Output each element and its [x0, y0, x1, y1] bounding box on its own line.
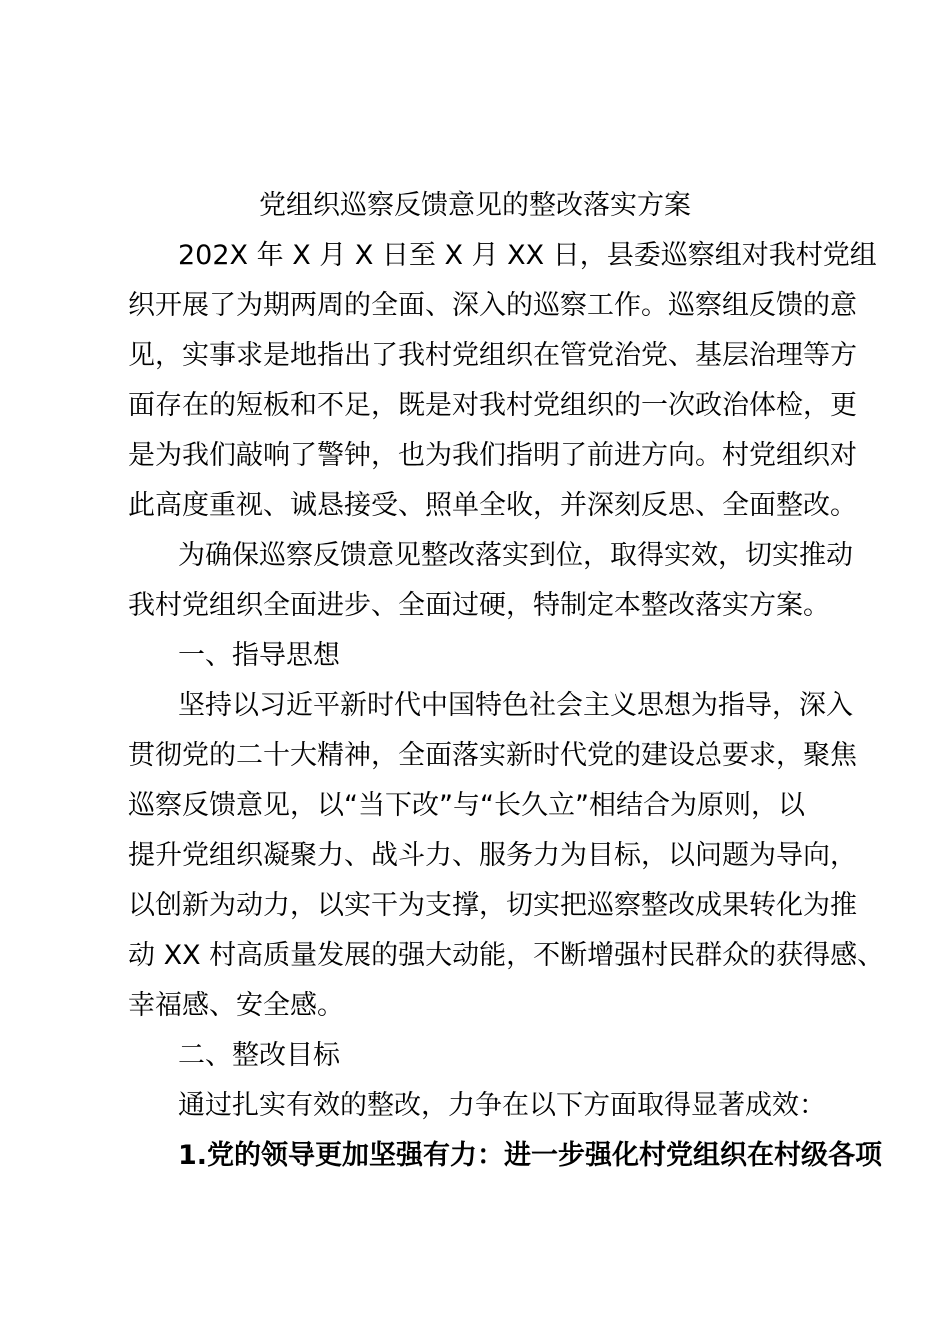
- body-line: 此高度重视、诚恳接受、照单全收，并深刻反思、全面整改。: [128, 490, 857, 521]
- body-line: 面存在的短板和不足，既是对我村党组织的一次政治体检，更: [128, 390, 857, 421]
- body-line: 贯彻党的二十大精神，全面落实新时代党的建设总要求，聚焦: [128, 740, 857, 771]
- body-line: 是为我们敲响了警钟，也为我们指明了前进方向。村党组织对: [128, 440, 857, 471]
- body-line: 202X 年 X 月 X 日至 X 月 XX 日，县委巡察组对我村党组: [178, 240, 877, 271]
- document-body: [128, 231, 885, 1181]
- body-line: 巡察反馈意见，以“当下改”与“长久立”相结合为原则，以: [128, 790, 805, 821]
- body-line: 提升党组织凝聚力、战斗力、服务力为目标，以问题为导向，: [128, 840, 857, 871]
- body-line: 见，实事求是地指出了我村党组织在管党治党、基层治理等方: [128, 340, 857, 371]
- document-title: 党组织巡察反馈意见的整改落实方案: [259, 190, 691, 221]
- body-line: 以创新为动力，以实干为支撑，切实把巡察整改成果转化为推: [128, 890, 857, 921]
- body-line: 坚持以习近平新时代中国特色社会主义思想为指导，深入: [178, 690, 853, 721]
- body-line: 为确保巡察反馈意见整改落实到位，取得实效，切实推动: [178, 540, 853, 571]
- body-line: 织开展了为期两周的全面、深入的巡察工作。巡察组反馈的意: [128, 290, 857, 321]
- section-heading: 一、指导思想: [178, 640, 340, 671]
- numbered-item-heading: 1.党的领导更加坚强有力：进一步强化村党组织在村级各项: [178, 1140, 883, 1171]
- body-line: 通过扎实有效的整改，力争在以下方面取得显著成效：: [178, 1090, 826, 1121]
- body-line: 我村党组织全面进步、全面过硬，特制定本整改落实方案。: [128, 590, 830, 621]
- body-line: 动 XX 村高质量发展的强大动能，不断增强村民群众的获得感、: [128, 940, 885, 971]
- body-line: 幸福感、安全感。: [128, 990, 344, 1021]
- section-heading: 二、整改目标: [178, 1040, 340, 1071]
